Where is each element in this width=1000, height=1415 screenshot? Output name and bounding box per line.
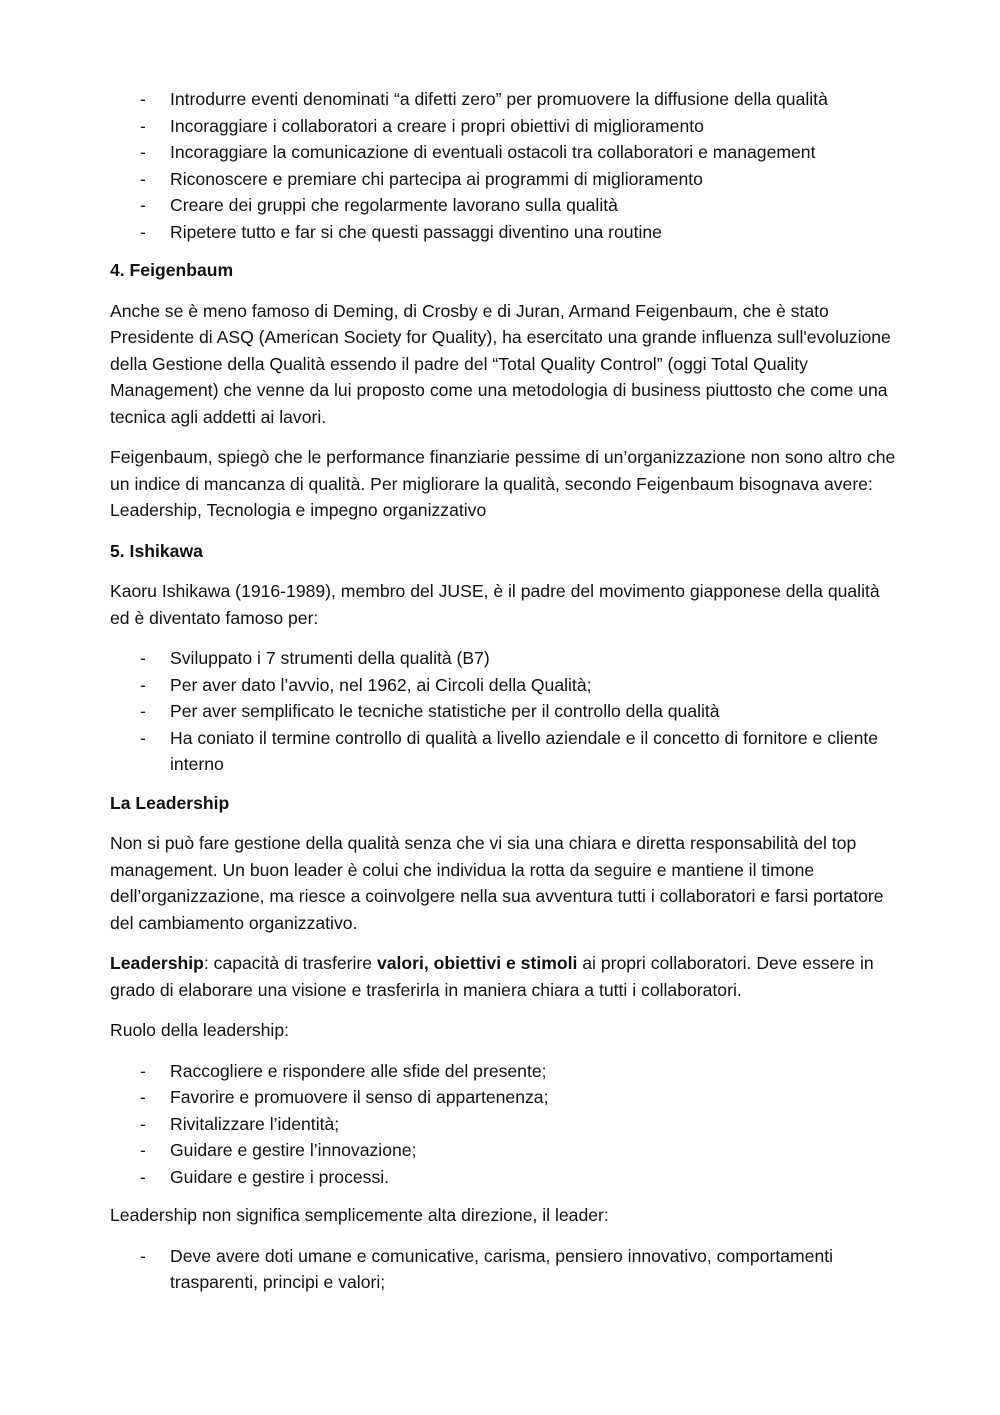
page-content: [110, 86, 902, 1308]
list-item: - Creare dei gruppi che regolarmente lavorano sulla qualità: [110, 192, 902, 219]
list-item: - Incoraggiare la comunicazione di eventuali ostacoli tra collaboratori e management: [110, 139, 902, 166]
bullet-dash: -: [140, 115, 146, 136]
definition-term: Leadership: [110, 953, 204, 973]
bullet-dash: -: [140, 168, 146, 189]
list-item: - Per aver dato l’avvio, nel 1962, ai Circoli della Qualità;: [110, 672, 902, 699]
bullet-dash: -: [140, 1166, 146, 1187]
bullet-dash: -: [140, 701, 146, 721]
list-leader: [110, 1243, 902, 1296]
list-item: - Favorire e promuovere il senso di appartenenza;: [110, 1084, 902, 1111]
list-item: - Ha coniato il termine controllo di qualità a livello aziendale e il concetto di fornitore e cliente interno: [110, 725, 902, 778]
list-item: - Guidare e gestire i processi.: [110, 1164, 902, 1191]
list-item: - Guidare e gestire l’innovazione;: [110, 1137, 902, 1164]
paragraph: Non si può fare gestione della qualità senza che vi sia una chiara e diretta responsabilità del top management. Un buon leader è colui che individua la rotta da seguire e mantiene il timone dell’organizzazione, ma riesce a coinvolgere nella sua avventura tutti i collaboratori e farsi portatore del cambiamento organizzativo.: [110, 833, 884, 933]
paragraph: Anche se è meno famoso di Deming, di Crosby e di Juran, Armand Feigenbaum, che è stato Presidente di ASQ (American Society for Quality), ha esercitato una grande influenza sull'evoluzione della Gestione della Qualità essendo il padre del “Total Quality Control” (oggi Total Quality Management) che venne da lui proposto come una metodologia di business piuttosto che come una tecnica agli addetti ai lavori.: [110, 300, 891, 427]
bullet-dash: -: [140, 89, 146, 109]
section-heading-feigenbaum: 4. Feigenbaum: [110, 260, 234, 280]
list-item: - Sviluppato i 7 strumenti della qualità (B7): [110, 645, 902, 672]
list-item: - Raccogliere e rispondere alle sfide del presente;: [110, 1058, 902, 1085]
list-item: - Per aver semplificato le tecniche statistiche per il controllo della qualità: [110, 698, 902, 725]
paragraph: Feigenbaum, spiegò che le performance finanziarie pessime di un’organizzazione non sono altro che un indice di mancanza di qualità. Per migliorare la qualità, secondo Feigenbaum bisognava avere: Leadership, Tecnologia e impegno organizzativo: [110, 447, 896, 520]
paragraph: Kaoru Ishikawa (1916-1989), membro del JUSE, è il padre del movimento giapponese della qualità ed è diventato famoso per:: [110, 581, 880, 628]
bullet-dash: -: [140, 674, 146, 695]
section-heading-ishikawa: 5. Ishikawa: [110, 540, 203, 561]
bullet-dash: -: [140, 1245, 146, 1266]
definition-emphasis: valori, obiettivi e stimoli: [376, 953, 578, 973]
list-item: - Riconoscere e premiare chi partecipa ai programmi di miglioramento: [110, 166, 902, 193]
list-item: - Incoraggiare i collaboratori a creare i propri obiettivi di miglioramento: [110, 113, 902, 140]
list-item: - Rivitalizzare l’identità;: [110, 1111, 902, 1138]
list-item: - Ripetere tutto e far si che questi passaggi diventino una routine: [110, 219, 902, 246]
bullet-dash: -: [140, 1113, 146, 1134]
bullet-dash: -: [140, 1060, 146, 1081]
leadership-definition: Leadership: capacità di trasferire valori, obiettivi e stimoli ai propri collaboratori. Deve essere in grado di elaborare una visione e trasferirla in maniera chiara a tutti i collaboratori.: [110, 953, 874, 1000]
list-item: - Deve avere doti umane e comunicative, carisma, pensiero innovativo, comportamenti trasparenti, principi e valori;: [110, 1243, 902, 1296]
bullet-dash: -: [140, 648, 146, 668]
list-ishikawa: [110, 645, 902, 778]
section-heading-leadership: La Leadership: [110, 792, 230, 813]
bullet-dash: -: [140, 1140, 146, 1160]
paragraph: Leadership non significa semplicemente alta direzione, il leader:: [110, 1205, 609, 1225]
bullet-dash: -: [140, 1087, 146, 1107]
paragraph: Ruolo della leadership:: [110, 1020, 289, 1040]
bullet-dash: -: [140, 727, 146, 748]
list-top: [110, 86, 902, 245]
bullet-dash: -: [140, 195, 146, 215]
list-ruolo-leadership: [110, 1058, 902, 1191]
list-item: - Introdurre eventi denominati “a difetti zero” per promuovere la diffusione della qualità: [110, 86, 902, 113]
bullet-dash: -: [140, 142, 146, 162]
bullet-dash: -: [140, 221, 146, 242]
